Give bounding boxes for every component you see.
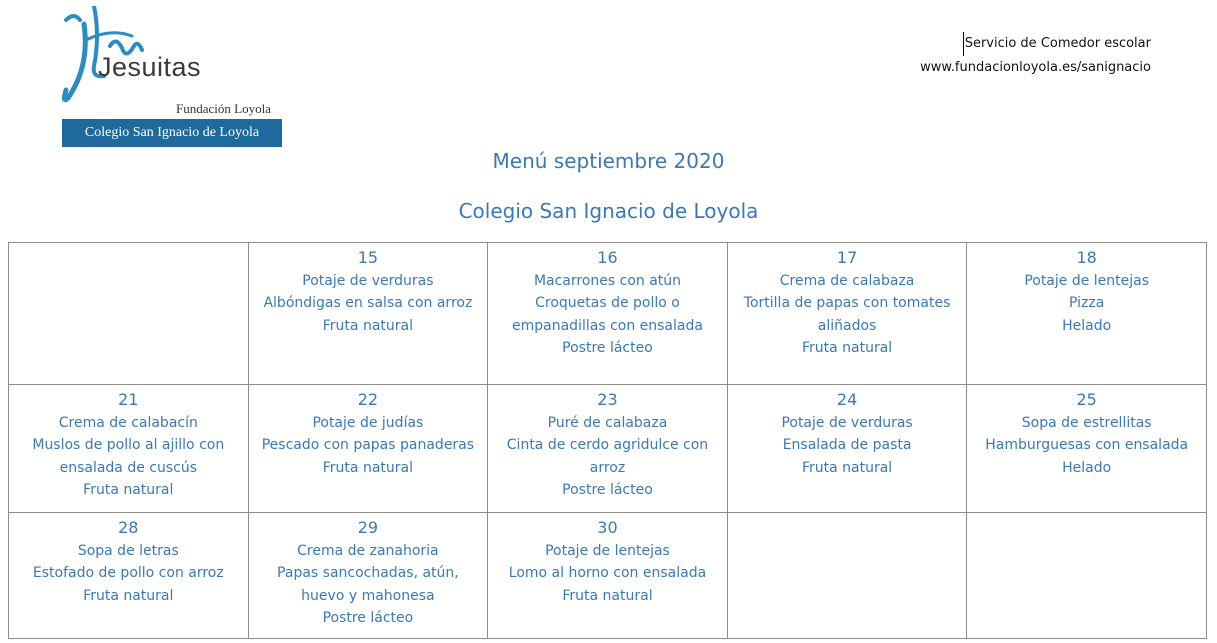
- menu-title: Menú septiembre 2020: [492, 149, 725, 173]
- foundation-name: Fundación Loyola: [176, 101, 271, 116]
- dish-item: Fruta natural: [801, 340, 893, 356]
- dish-item: Sopa de letras: [77, 542, 179, 559]
- dish-item: Ensalada de pasta: [782, 437, 912, 453]
- dish-item: Fruta natural: [83, 482, 174, 498]
- website-text: www.fundacionloyola.es/sanignacio: [920, 60, 1151, 75]
- jesuitas-logo: [60, 6, 285, 146]
- dish-item: Hamburguesas con ensalada: [985, 437, 1189, 453]
- school-name-band: Colegio San Ignacio de Loyola: [62, 119, 282, 147]
- day-cell: [488, 385, 728, 513]
- dish-item: Potaje de lentejas: [545, 542, 670, 559]
- day-number: 30: [597, 518, 618, 537]
- service-text[interactable]: Servicio de Comedor escolar: [963, 32, 1151, 56]
- dish-item: Papas sancochadas, atún, huevo y mahonesa: [277, 565, 459, 604]
- dish-item: Potaje de verduras: [781, 414, 913, 431]
- day-number: 22: [357, 390, 379, 409]
- day-number: 28: [118, 518, 139, 537]
- dish-item: Helado: [1062, 459, 1112, 476]
- header-info: [920, 32, 1151, 80]
- dish-item: Pizza: [1069, 295, 1105, 311]
- day-cell: [248, 243, 488, 385]
- dish-item: Potaje de verduras: [302, 272, 434, 289]
- day-cell: [248, 385, 488, 513]
- day-cell: [967, 385, 1207, 513]
- dish-item: Helado: [1062, 317, 1112, 334]
- day-cell: [727, 243, 967, 385]
- day-cell: [967, 243, 1207, 385]
- dish-item: Postre lácteo: [322, 610, 414, 626]
- dish-item: Macarrones con atún: [533, 272, 682, 289]
- day-cell: [9, 385, 249, 513]
- empty-cell: [967, 513, 1207, 639]
- dish-item: Lomo al horno con ensalada: [508, 565, 707, 581]
- menu-subtitle: Colegio San Ignacio de Loyola: [458, 199, 759, 223]
- dish-item: Fruta natural: [801, 459, 893, 476]
- dish-item: Estofado de pollo con arroz: [32, 565, 224, 581]
- day-cell: [727, 385, 967, 513]
- week-row: [9, 513, 1207, 639]
- week-row: [9, 385, 1207, 513]
- day-cell: [248, 513, 488, 639]
- dish-item: Fruta natural: [562, 587, 653, 604]
- dish-item: Crema de calabacín: [58, 414, 198, 431]
- day-cell: [488, 513, 728, 639]
- brand-name: Jesuitas: [98, 52, 202, 82]
- day-number: 25: [1076, 390, 1097, 409]
- dish-item: Potaje de lentejas: [1024, 272, 1150, 289]
- dish-item: Cinta de cerdo agridulce con arroz: [506, 437, 709, 476]
- dish-item: Crema de zanahoria: [297, 542, 439, 559]
- dish-item: Tortilla de papas con tomates aliñados: [743, 295, 951, 334]
- empty-cell: [9, 243, 249, 385]
- dish-item: Sopa de estrellitas: [1021, 414, 1152, 431]
- menu-table: [8, 242, 1207, 639]
- week-row: [9, 243, 1207, 385]
- dish-item: Muslos de pollo al ajillo con ensalada de cuscús: [32, 437, 225, 476]
- day-number: 16: [597, 248, 618, 267]
- dish-item: Postre lácteo: [562, 482, 653, 498]
- day-number: 21: [118, 390, 139, 409]
- day-number: 23: [597, 390, 618, 409]
- day-number: 15: [357, 248, 379, 267]
- dish-item: Croquetas de pollo o empanadillas con ensalada: [512, 295, 703, 334]
- dish-item: Fruta natural: [322, 459, 413, 476]
- dish-item: Postre lácteo: [562, 340, 653, 356]
- dish-item: Pescado con papas panaderas: [261, 437, 475, 453]
- dish-item: Fruta natural: [322, 317, 413, 334]
- dish-item: Potaje de judías: [312, 414, 424, 431]
- day-number: 29: [357, 518, 379, 537]
- dish-item: Fruta natural: [83, 587, 174, 604]
- dish-item: Crema de calabaza: [779, 272, 915, 289]
- day-number: 24: [836, 390, 858, 409]
- day-number: 17: [836, 248, 858, 267]
- dish-item: Puré de calabaza: [547, 414, 668, 431]
- empty-cell: [727, 513, 967, 639]
- day-cell: [488, 243, 728, 385]
- dish-item: Albóndigas en salsa con arroz: [263, 295, 473, 311]
- day-number: 18: [1076, 248, 1097, 267]
- day-cell: [9, 513, 249, 639]
